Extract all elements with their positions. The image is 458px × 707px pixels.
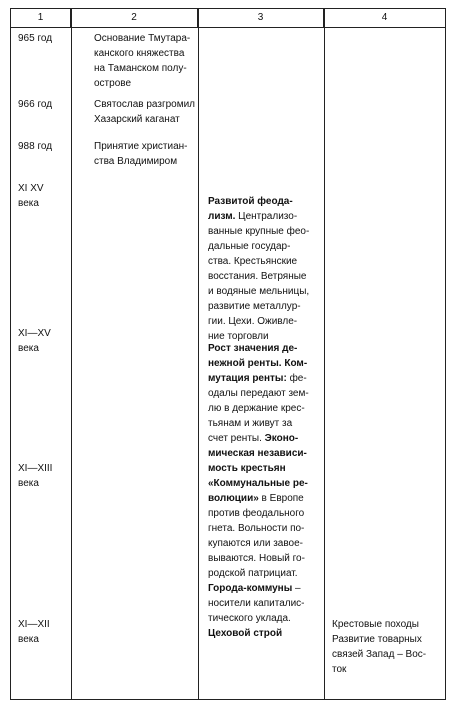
description-text: в Европе против феодального гнета. Вольности по- купаются или завое- вываются. Новый го- родской патрициат. [208, 493, 305, 579]
description-bold: Города-коммуны [208, 583, 293, 594]
header-divider [11, 27, 445, 28]
header-col-2: 2 [71, 9, 198, 27]
header-col-1: 1 [11, 9, 71, 27]
description-bold: Рост значения де- нежной ренты. Ком- мутация ренты: [208, 343, 308, 384]
history-table [10, 8, 446, 700]
header-col-4: 4 [381, 12, 388, 23]
date-cell: XI—XIII века [18, 463, 53, 489]
description-cell [208, 461, 323, 641]
description-bold: Цеховой строй [208, 628, 283, 639]
date-cell: 988 год [18, 141, 53, 152]
description-text: – носители капиталис- тического уклада. [208, 583, 305, 624]
event-cell: Основание Тмутара- канского княжества на Таманском полу- острове [94, 33, 191, 89]
description-cell [208, 326, 323, 476]
description-bold: Развитой феода- лизм. [208, 196, 293, 222]
notes-cell: Крестовые походы Развитие товарных связей Запад – Вос- ток [332, 619, 427, 675]
date-cell: 966 год [18, 99, 53, 110]
date-cell: 965 год [18, 33, 53, 44]
description-bold: Эконо- мическая независи- мость крестьян [208, 433, 307, 474]
column-divider [324, 9, 325, 699]
description-bold: «Коммунальные ре- волюции» [208, 478, 308, 504]
description-text: Централизо- ванные крупные фео- дальные государ- ства. Крестьянские восстания. Ветряные и водяные мельницы, развитие металлур- гии. Цехи. Оживле- ние торговли [208, 211, 310, 342]
description-cell [208, 179, 323, 344]
event-cell: Принятие христиан- ства Владимиром [94, 141, 188, 167]
event-cell: Святослав разгромил Хазарский каганат [94, 99, 196, 125]
date-cell: XI—XII века [18, 619, 50, 645]
description-text: фе- одалы передают зем- лю в держание крес- тьянам и живут за счет ренты. [208, 373, 309, 444]
header-col-3: 3 [198, 9, 324, 27]
date-cell: XI—XV века [18, 328, 51, 354]
date-cell: XI XV века [18, 183, 44, 209]
